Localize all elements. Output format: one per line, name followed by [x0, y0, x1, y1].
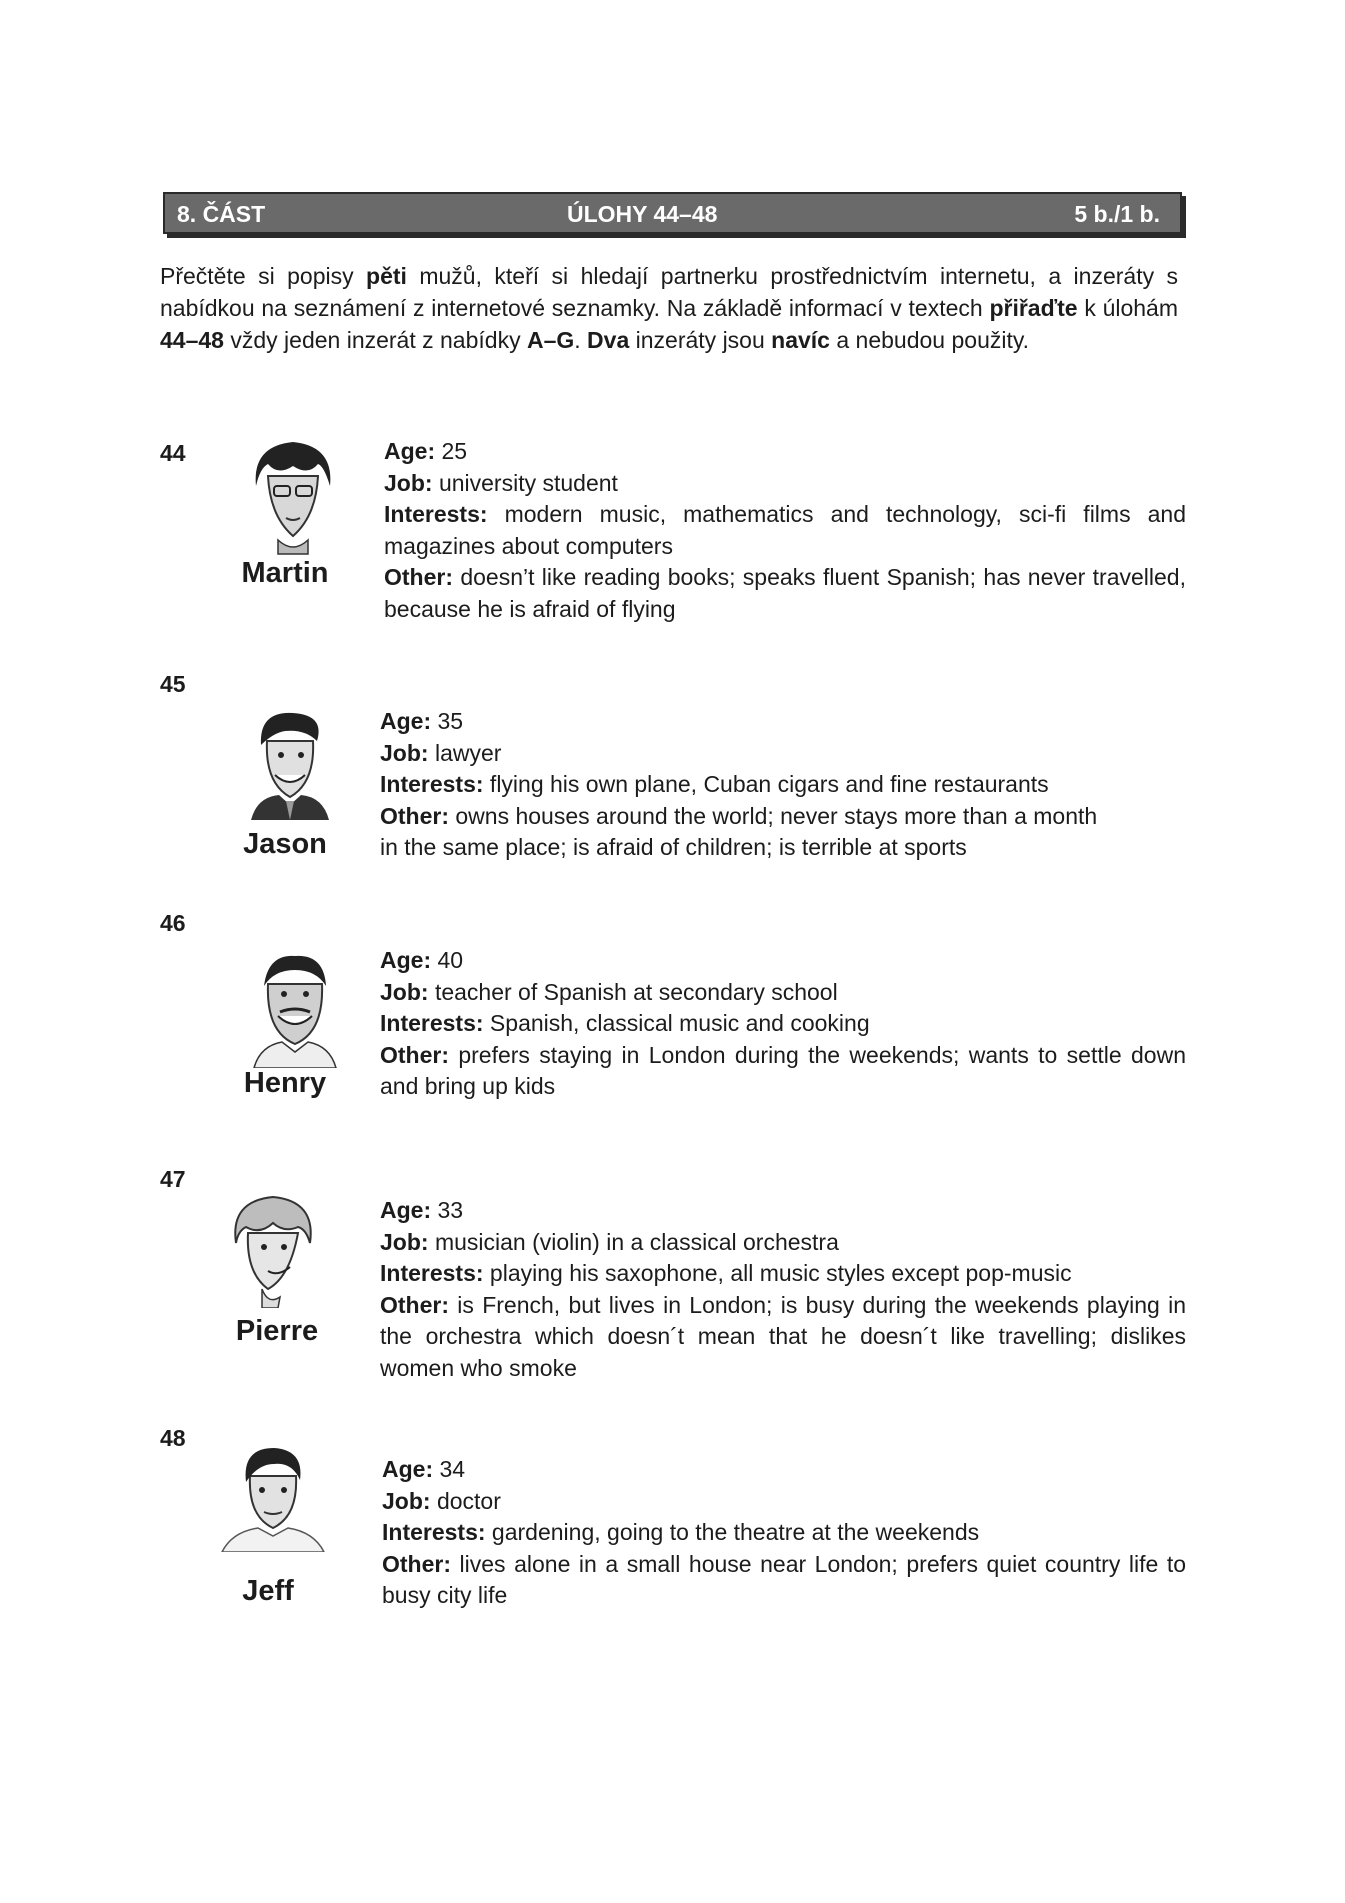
interests-label: Interests:	[382, 1519, 486, 1545]
profile-other-line	[384, 562, 1186, 625]
instr-bold: navíc	[771, 327, 830, 353]
person-name: Jeff	[242, 1575, 294, 1607]
instr-text: Přečtěte si popisy	[160, 263, 367, 289]
other-value: lives alone in a small house near London; prefers quiet country life to busy city life	[382, 1550, 1186, 1608]
businessman-portrait-icon	[245, 705, 335, 820]
man-portrait-icon	[218, 1442, 328, 1552]
age-label: Age:	[382, 1456, 434, 1482]
profile-other-line	[380, 1040, 1186, 1103]
cartoon-man-portrait-icon	[228, 1193, 318, 1308]
interests-label: Interests:	[380, 1260, 484, 1286]
other-label: Other:	[384, 564, 453, 590]
other-label: Other:	[382, 1550, 451, 1577]
age-value: 34	[433, 1456, 466, 1482]
job-value: teacher of Spanish at secondary school	[428, 978, 838, 1005]
section-tasks-label: ÚLOHY 44–48	[567, 201, 718, 227]
instr-bold: přiřaďte	[989, 295, 1078, 321]
age-value: 40	[431, 947, 464, 973]
person-profile	[380, 1195, 1186, 1384]
profile-age-line	[380, 706, 1180, 738]
profile-other-line	[380, 801, 1110, 864]
profile-age-line	[380, 1195, 1186, 1227]
instr-bold: pěti	[366, 263, 407, 289]
instr-bold: Dva	[587, 327, 630, 353]
profile-job-line	[382, 1486, 1186, 1518]
person-profile	[380, 945, 1186, 1103]
instr-text: vždy jeden inzerát z nabídky	[223, 327, 527, 353]
mature-man-portrait-icon	[250, 948, 340, 1068]
interests-value: playing his saxophone, all music styles except pop-music	[483, 1260, 1072, 1286]
interests-label: Interests:	[380, 1010, 484, 1036]
age-label: Age:	[380, 1197, 432, 1223]
profile-age-line	[380, 945, 1186, 977]
profile-other-line	[382, 1549, 1186, 1612]
job-label: Job:	[380, 739, 429, 766]
age-label: Age:	[380, 708, 432, 734]
age-value: 35	[431, 708, 464, 734]
profile-age-line	[384, 436, 1186, 468]
task-number: 47	[160, 1166, 186, 1192]
interests-value: Spanish, classical music and cooking	[483, 1010, 870, 1036]
age-label: Age:	[384, 438, 436, 464]
person-name: Jason	[243, 828, 327, 860]
interests-value: modern music, mathematics and technology, sci-fi films and magazines about computers	[384, 501, 1186, 559]
profile-other-line	[380, 1290, 1186, 1385]
interests-value: flying his own plane, Cuban cigars and fine restaurants	[483, 771, 1049, 797]
task-number: 44	[160, 440, 186, 466]
profile-interests-line	[380, 769, 1180, 801]
person-name: Pierre	[235, 1315, 319, 1347]
instr-bold: 44–48	[160, 327, 224, 353]
age-value: 33	[431, 1197, 464, 1223]
person-profile	[380, 706, 1180, 864]
task-number: 48	[160, 1425, 186, 1451]
section-points-label: 5 b./1 b.	[1074, 201, 1160, 227]
instr-text: .	[574, 327, 588, 353]
other-label: Other:	[380, 802, 449, 829]
job-label: Job:	[380, 1228, 429, 1255]
interests-label: Interests:	[380, 771, 484, 797]
instr-text: k úlohám	[1077, 295, 1179, 321]
other-value: owns houses around the world; never stays more than a month in the same place; is afraid of children; is terrible at sports	[380, 802, 1098, 860]
section-part-label: 8. ČÁST	[177, 201, 266, 227]
instructions-paragraph	[160, 260, 1178, 356]
other-value: doesn’t like reading books; speaks fluent Spanish; has never travelled, because he is afraid of flying	[384, 564, 1186, 622]
job-value: lawyer	[428, 739, 502, 766]
age-label: Age:	[380, 947, 432, 973]
instr-text: mužů, kteří si hledají partnerku prostřednictvím internetu, a inzeráty s nabídkou na seznámení z internetové seznamky. Na základě informací v textech	[160, 263, 1179, 321]
instr-text: a nebudou použity.	[829, 327, 1030, 353]
profile-job-line	[384, 468, 1186, 500]
profile-interests-line	[384, 499, 1186, 562]
other-value: is French, but lives in London; is busy during the weekends playing in the orchestra which doesn´t mean that he doesn´t like travelling; dislikes women who smoke	[380, 1291, 1186, 1381]
person-name: Martin	[241, 557, 329, 589]
instr-text: inzeráty jsou	[629, 327, 772, 353]
profile-interests-line	[380, 1258, 1186, 1290]
job-label: Job:	[382, 1487, 431, 1514]
job-value: university student	[432, 469, 618, 496]
interests-label: Interests:	[384, 501, 488, 527]
person-profile	[384, 436, 1186, 625]
profile-job-line	[380, 1227, 1186, 1259]
job-value: doctor	[430, 1487, 501, 1514]
person-profile	[382, 1454, 1186, 1612]
job-label: Job:	[380, 978, 429, 1005]
job-label: Job:	[384, 469, 433, 496]
other-label: Other:	[380, 1041, 449, 1068]
task-number: 46	[160, 910, 186, 936]
age-value: 25	[435, 438, 468, 464]
job-value: musician (violin) in a classical orchestra	[428, 1228, 839, 1255]
person-name: Henry	[243, 1067, 327, 1099]
instr-bold: A–G	[526, 327, 575, 353]
other-value: prefers staying in London during the weekends; wants to settle down and bring up kids	[380, 1041, 1186, 1099]
profile-job-line	[380, 977, 1186, 1009]
task-number: 45	[160, 671, 186, 697]
profile-interests-line	[382, 1517, 1186, 1549]
profile-job-line	[380, 738, 1180, 770]
interests-value: gardening, going to the theatre at the weekends	[485, 1519, 980, 1545]
profile-age-line	[382, 1454, 1186, 1486]
young-man-portrait-icon	[248, 436, 338, 556]
profile-interests-line	[380, 1008, 1186, 1040]
other-label: Other:	[380, 1291, 449, 1318]
section-header-bar	[163, 192, 1182, 234]
